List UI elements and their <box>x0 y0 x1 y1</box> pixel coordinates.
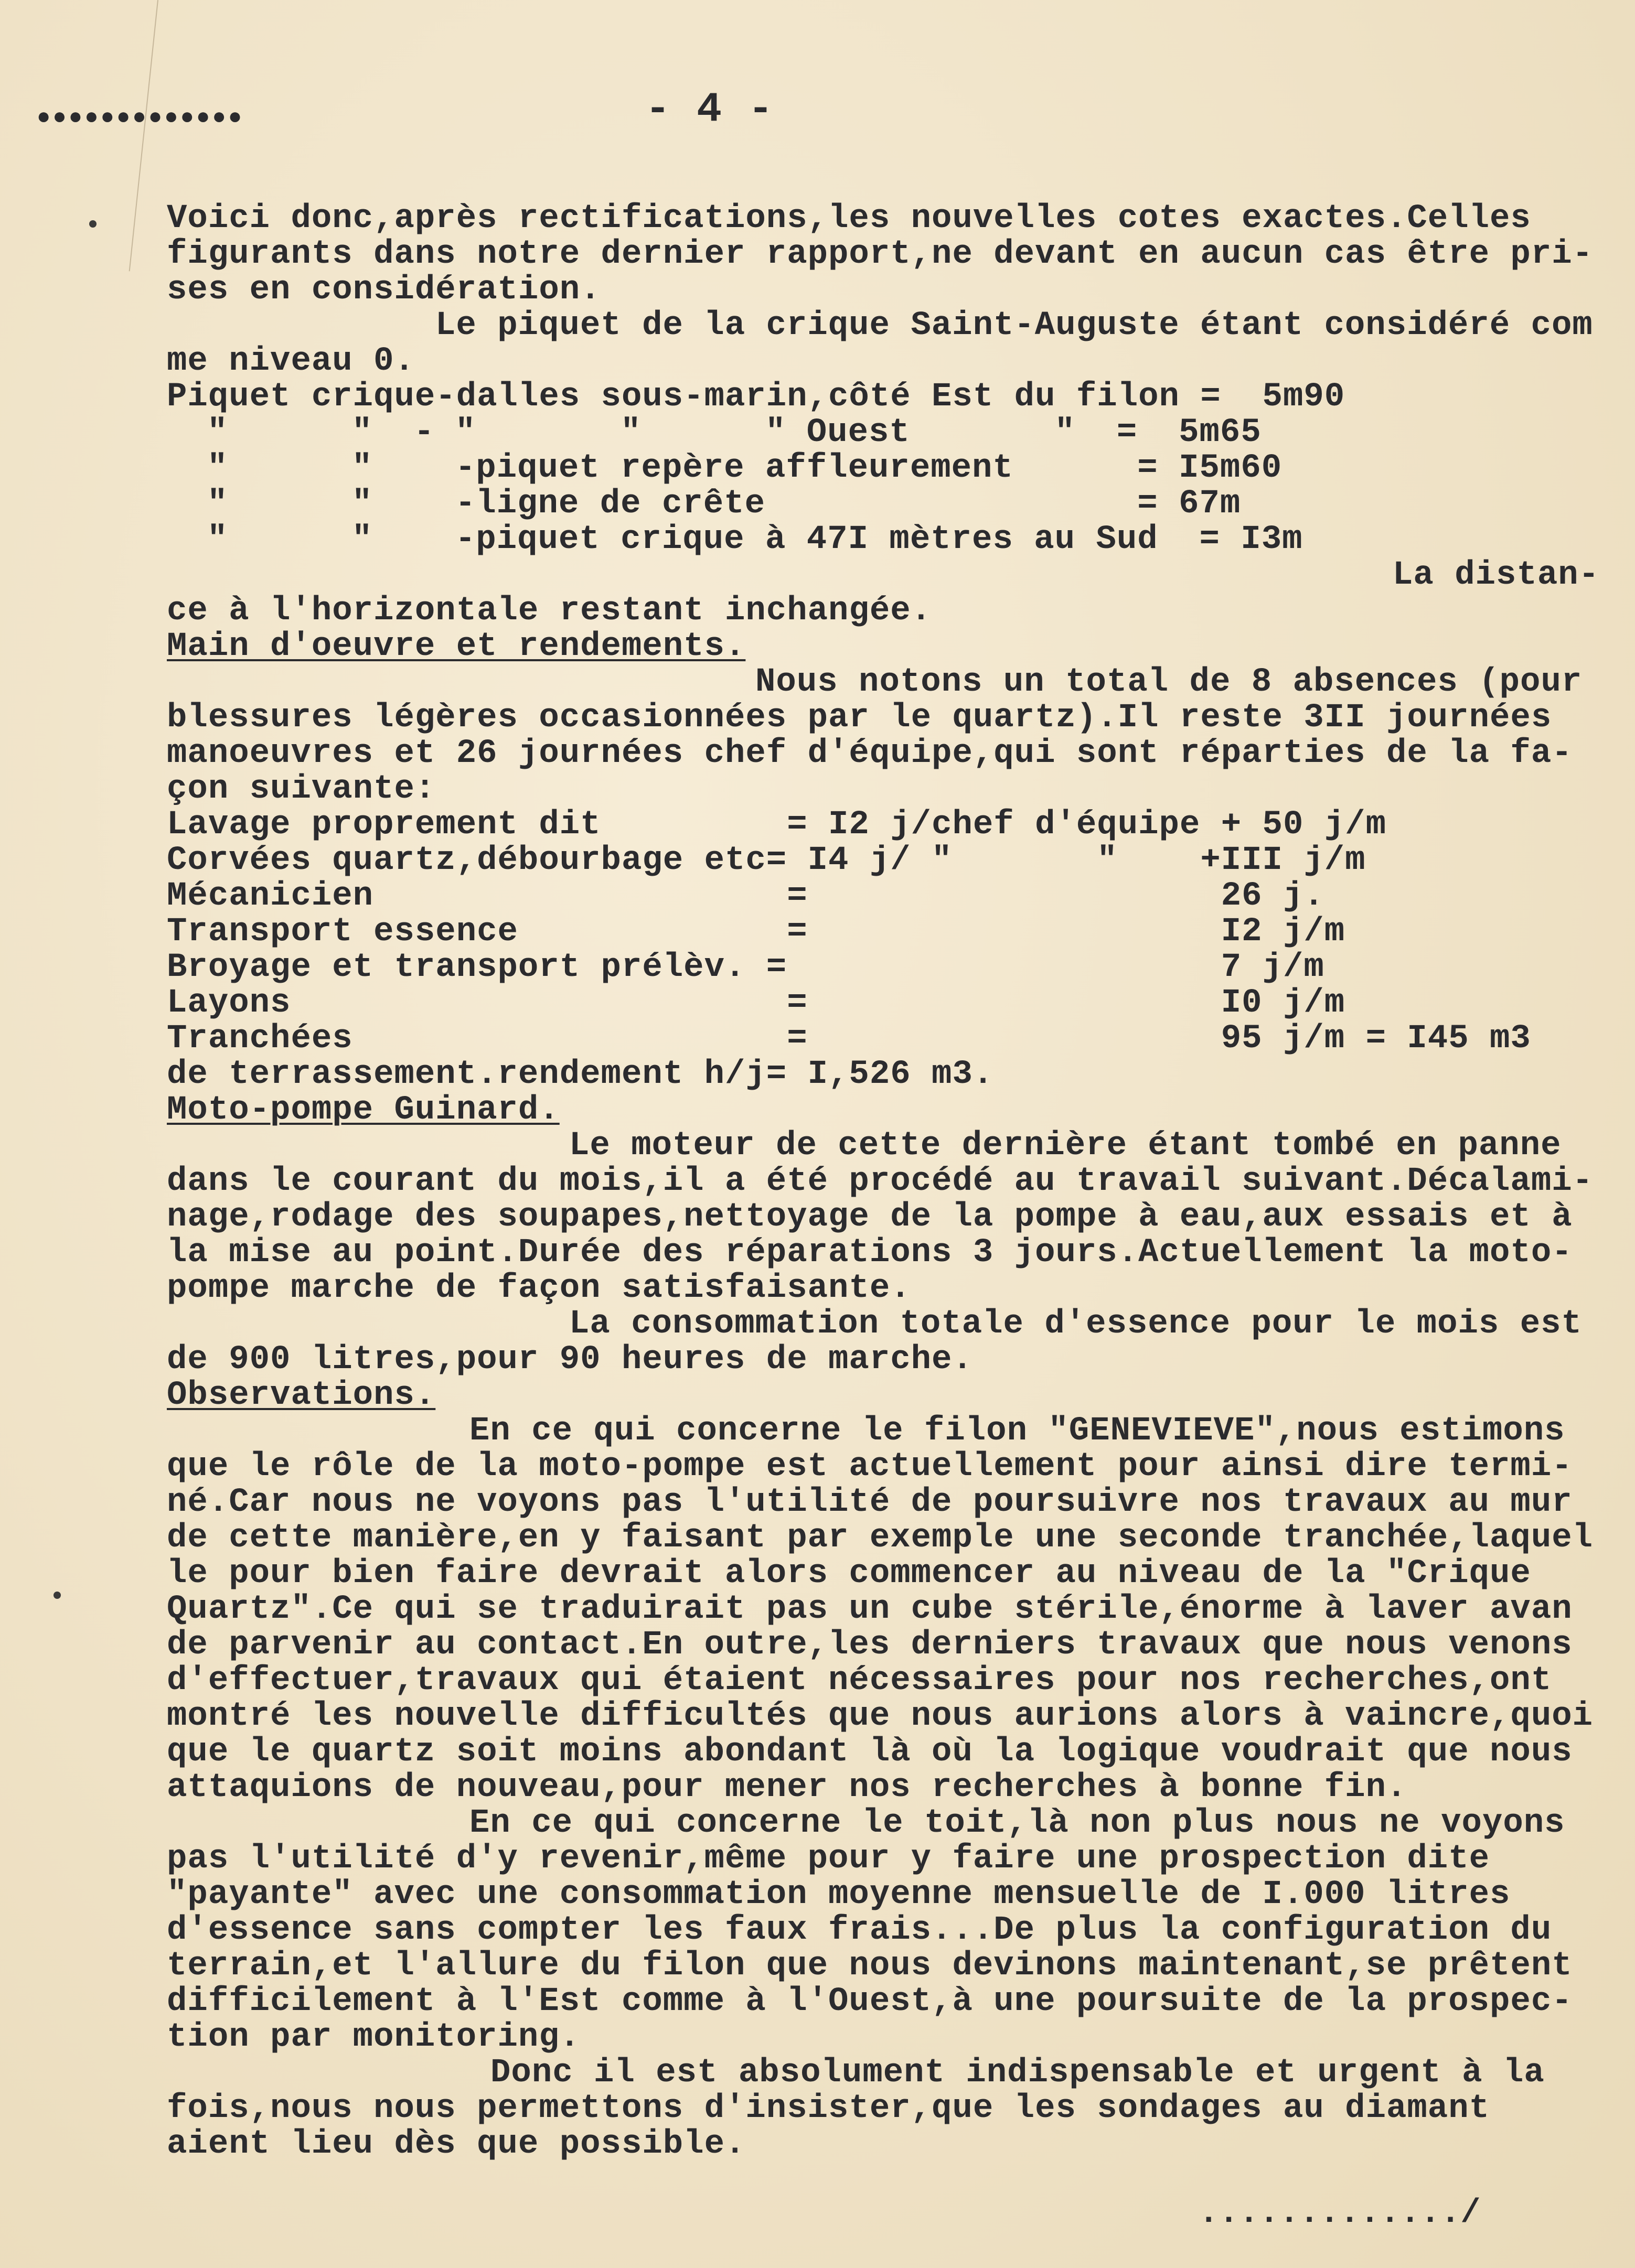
text-line: "payante" avec une consommation moyenne mensuelle de I.000 litres <box>167 1876 1511 1914</box>
text-line: blessures légères occasionnées par le quartz).Il reste 3II journées <box>167 699 1552 737</box>
text-line: né.Car nous ne voyons pas l'utilité de poursuivre nos travaux au mur <box>167 1484 1573 1521</box>
header-dots: ●●●●●●●●●●●●● <box>37 105 244 131</box>
text-line: d'essence sans compter les faux frais...De plus la configuration du <box>167 1911 1552 1949</box>
text-line: me niveau 0. <box>167 342 415 380</box>
text-line: Le moteur de cette dernière étant tombé en panne <box>569 1127 1562 1165</box>
text-line: ce à l'horizontale restant inchangée. <box>167 592 932 630</box>
ink-speck <box>89 220 97 228</box>
text-line: Le piquet de la crique Saint-Auguste étant considéré com <box>435 307 1593 345</box>
page-number: - 4 - <box>645 86 774 134</box>
paper-edge-line <box>129 0 158 271</box>
table-line: Lavage proprement dit = I2 j/chef d'équipe + 50 j/m <box>167 806 1386 844</box>
text-line: Quartz".Ce qui se traduirait pas un cube stérile,énorme à laver avan <box>167 1590 1573 1628</box>
text-line: nage,rodage des soupapes,nettoyage de la pompe à eau,aux essais et à <box>167 1198 1573 1236</box>
section-heading: Moto-pompe Guinard. <box>167 1091 560 1129</box>
table-line: Broyage et transport prélèv. = 7 j/m <box>167 949 1324 986</box>
text-line: tion par monitoring. <box>167 2018 581 2056</box>
table-line: Layons = I0 j/m <box>167 984 1345 1022</box>
text-line: En ce qui concerne le filon "GENEVIEVE",nous estimons <box>469 1412 1565 1450</box>
text-line: de parvenir au contact.En outre,les derniers travaux que nous venons <box>167 1626 1573 1664</box>
text-line: de cette manière,en y faisant par exemple une seconde tranchée,laquel <box>167 1519 1594 1557</box>
table-line: Tranchées = 95 j/m = I45 m3 <box>167 1020 1531 1058</box>
text-line: Donc il est absolument indispensable et urgent à la <box>490 2054 1545 2092</box>
text-line: la mise au point.Durée des réparations 3 jours.Actuellement la moto- <box>167 1234 1573 1272</box>
text-line: que le rôle de la moto-pompe est actuellement pour ainsi dire termi- <box>167 1448 1573 1486</box>
text-line: aient lieu dès que possible. <box>167 2125 746 2163</box>
text-line: " " -piquet repère affleurement = I5m60 <box>207 449 1283 487</box>
section-heading: Main d'oeuvre et rendements. <box>167 628 746 665</box>
text-line: " " - " " " Ouest " = 5m65 <box>207 414 1262 452</box>
text-line: pas l'utilité d'y revenir,même pour y faire une prospection dite <box>167 1840 1490 1878</box>
text-line: manoeuvres et 26 journées chef d'équipe,qui sont réparties de la fa- <box>167 735 1573 772</box>
table-line: Transport essence = I2 j/m <box>167 913 1345 951</box>
section-heading: Observations. <box>167 1377 436 1414</box>
text-line: dans le courant du mois,il a été procédé au travail suivant.Décalami- <box>167 1163 1594 1200</box>
table-line: Mécanicien = 26 j. <box>167 877 1324 915</box>
text-line: La distan- <box>1393 556 1600 594</box>
ink-speck <box>54 1592 61 1599</box>
text-line: figurants dans notre dernier rapport,ne devant en aucun cas être pri- <box>167 235 1594 273</box>
text-line: Voici donc,après rectifications,les nouvelles cotes exactes.Celles <box>167 200 1531 238</box>
continuation-dots: ............./ <box>1199 2195 1481 2232</box>
text-line: montré les nouvelle difficultés que nous aurions alors à vaincre,quoi <box>167 1697 1594 1735</box>
text-line: attaquions de nouveau,pour mener nos recherches à bonne fin. <box>167 1769 1407 1807</box>
text-line: que le quartz soit moins abondant là où la logique voudrait que nous <box>167 1733 1573 1771</box>
text-line: Piquet crique-dalles sous-marin,côté Est du filon = 5m90 <box>167 378 1345 416</box>
text-line: le pour bien faire devrait alors commencer au niveau de la "Crique <box>167 1555 1531 1593</box>
text-line: difficilement à l'Est comme à l'Ouest,à une poursuite de la prospec- <box>167 1983 1573 2020</box>
table-line: de terrassement.rendement h/j= I,526 m3. <box>167 1056 994 1093</box>
table-line: Corvées quartz,débourbage etc= I4 j/ " " +III j/m <box>167 842 1366 879</box>
text-line: La consommation totale d'essence pour le mois est <box>569 1305 1582 1343</box>
text-line: " " -piquet crique à 47I mètres au Sud = I3m <box>207 521 1303 558</box>
text-line: d'effectuer,travaux qui étaient nécessaires pour nos recherches,ont <box>167 1662 1552 1700</box>
text-line: fois,nous nous permettons d'insister,que les sondages au diamant <box>167 2090 1490 2127</box>
text-line: pompe marche de façon satisfaisante. <box>167 1270 911 1307</box>
text-line: " " -ligne de crête = 67m <box>207 485 1241 523</box>
text-line: terrain,et l'allure du filon que nous devinons maintenant,se prêtent <box>167 1947 1573 1985</box>
text-line: ses en considération. <box>167 271 601 309</box>
text-line: Nous notons un total de 8 absences (pour <box>755 663 1583 701</box>
text-line: de 900 litres,pour 90 heures de marche. <box>167 1341 973 1379</box>
text-line: En ce qui concerne le toit,là non plus nous ne voyons <box>469 1804 1565 1842</box>
text-line: çon suivante: <box>167 770 436 808</box>
